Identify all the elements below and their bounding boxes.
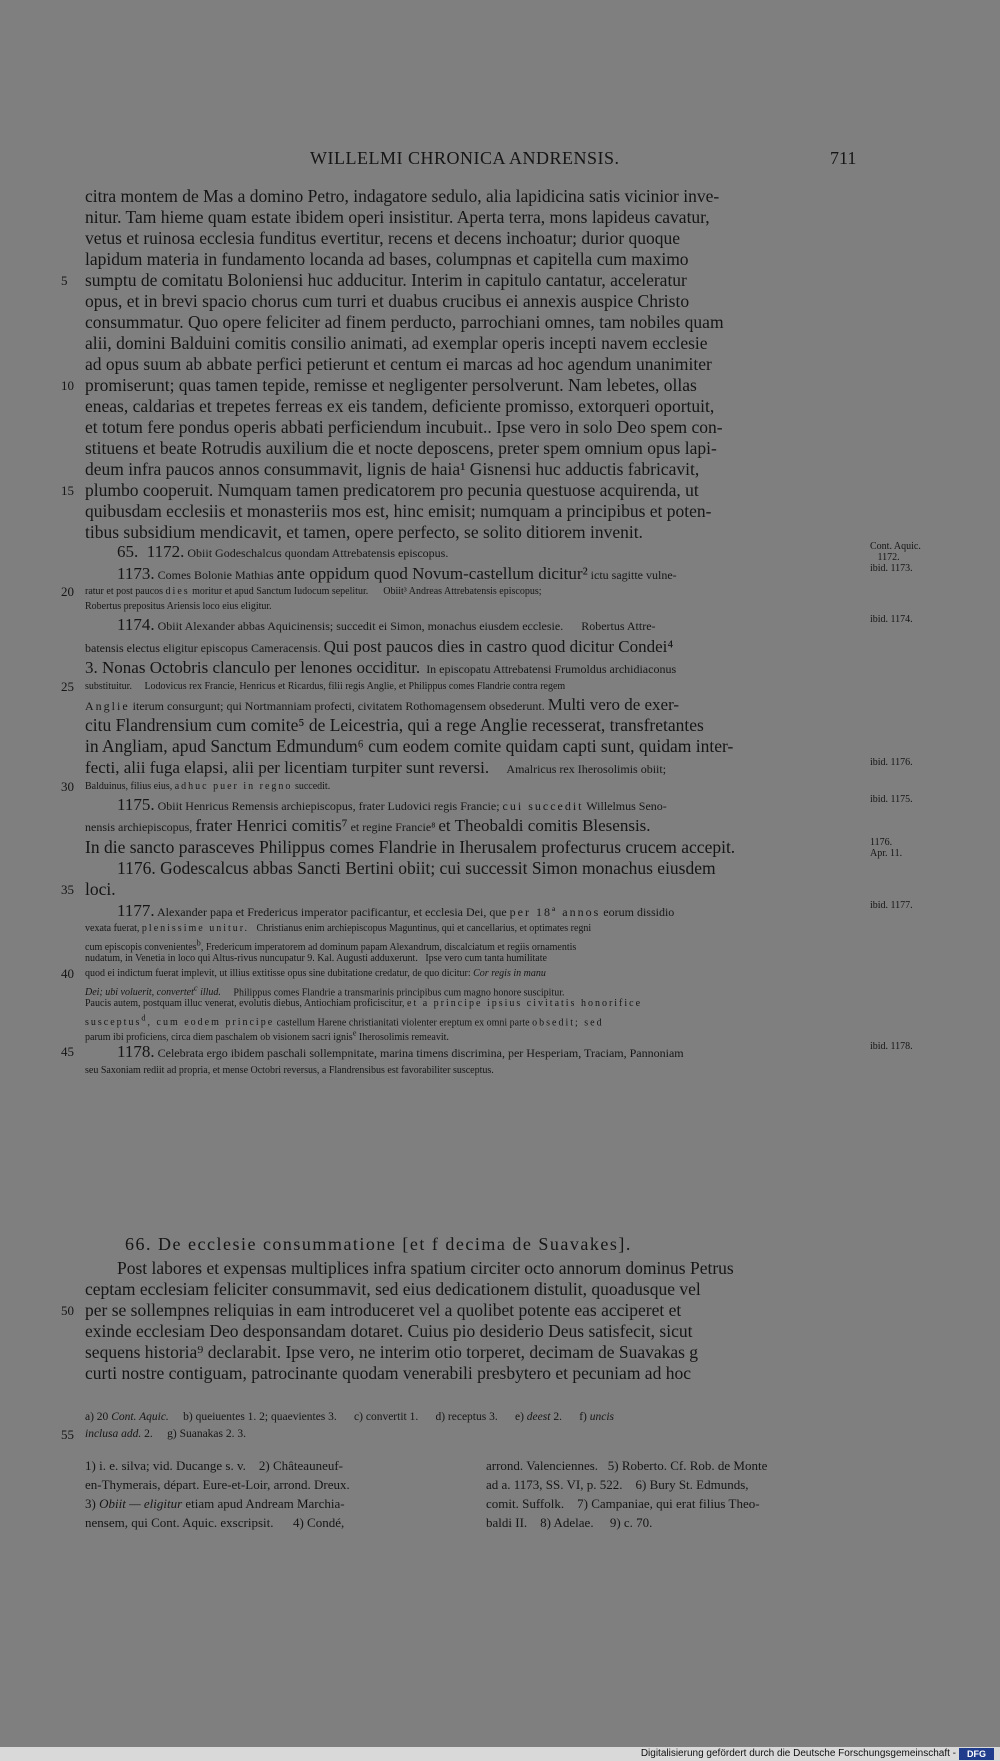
section-text-block bbox=[61, 1258, 865, 1384]
annal-entry bbox=[85, 1011, 865, 1029]
annal-line bbox=[85, 1026, 865, 1044]
line-text: parum ibi proficiens, circa diem paschalem ob visionem sacri ignis$^e$ Iherosolimis remeavit. bbox=[85, 1029, 449, 1044]
annal-line bbox=[85, 815, 865, 837]
annal-entry bbox=[85, 899, 913, 922]
line-number: 35 bbox=[61, 881, 74, 897]
line-text: Robertus prepositus Ariensis loco eius eligitur. bbox=[85, 601, 272, 612]
line-text: quod ei indictum fuerat implevit, ut illius extitisse opus sine dubitatione credatur, de quo dicitur: Cor regis in manu bbox=[85, 968, 546, 979]
annal-line bbox=[61, 584, 865, 599]
annal-entry bbox=[85, 694, 865, 716]
page-number: 711 bbox=[830, 148, 857, 168]
text-line bbox=[85, 522, 865, 543]
text-line bbox=[61, 480, 865, 501]
line-text: substituitur. Lodovicus rex Francie, Henricus et Ricardus, filii regis Anglie, et Philippus comes Flandrie contra regem bbox=[85, 680, 566, 692]
line-text: inclusa add. 2. g) Suanakas 2. 3. bbox=[85, 1428, 246, 1440]
dfg-logo: DFG bbox=[959, 1748, 994, 1760]
text-line bbox=[85, 1279, 865, 1300]
text-line bbox=[85, 1342, 865, 1363]
annal-entry bbox=[85, 736, 865, 757]
annal-line bbox=[85, 736, 865, 757]
line-text: deum infra paucos annos consummavit, lignis de haia¹ Gisnensi huc adductis fabricavit, bbox=[85, 459, 700, 479]
annal-line bbox=[61, 678, 865, 694]
text-line bbox=[85, 207, 865, 228]
footnote-line: 1) i. e. silva; vid. Ducange s. v. 2) Châteauneuf- bbox=[85, 1458, 344, 1473]
text-line bbox=[85, 396, 865, 417]
annal-entry bbox=[85, 1026, 865, 1044]
footnote-line: comit. Suffolk. 7) Campaniae, qui erat filius Theo- bbox=[486, 1496, 760, 1511]
line-text: 1177. Alexander papa et Fredericus imperator pacificantur, et ecclesia Dei, que per 18ª annos eorum dissidio bbox=[117, 900, 675, 920]
annal-line bbox=[85, 951, 865, 966]
text-line bbox=[85, 333, 865, 354]
text-line bbox=[85, 228, 865, 249]
section-heading-block bbox=[85, 1232, 865, 1256]
annal-line bbox=[85, 981, 865, 999]
line-text: nudatum, in Venetia in loco qui Altus-rivus nuncupatur 9. Kal. Augusti adduxerunt. Ipse vero cum tanta humilitate bbox=[85, 953, 547, 964]
line-text: promiserunt; quas tamen tepide, remisse et negligenter persolverunt. Nam lebetes, ollas bbox=[85, 375, 697, 395]
annal-entry bbox=[61, 778, 865, 794]
apparatus-line bbox=[61, 1426, 865, 1443]
annal-entry bbox=[85, 614, 913, 636]
line-text: Anglie iterum consurgunt; qui Nortmanniam profecti, civitatem Rothomagensem obsederunt. Multi vero de exer- bbox=[85, 694, 680, 714]
main-text-block bbox=[61, 186, 865, 543]
line-text: cum episcopis convenientes$^b$, Fredericum imperatorem ad dominum papam Alexandrum, discalciatum et regiis ornamentis bbox=[85, 939, 577, 954]
text-line bbox=[85, 1363, 865, 1384]
line-text: 1178. Celebrata ergo ibidem paschali sollempnitate, marina timens discrimina, per Hesperiam, Traciam, Pannoniam bbox=[117, 1042, 684, 1061]
annal-line bbox=[85, 636, 865, 658]
annal-entry bbox=[61, 584, 865, 599]
line-text: curti nostre contiguam, patrocinante quodam venerabili presbytero et pecuniam ad hoc bbox=[85, 1363, 691, 1383]
line-text: seu Saxoniam rediit ad propria, et mense Octobri reversus, a Flandrensibus est favorabiliter susceptus. bbox=[85, 1064, 494, 1076]
text-line bbox=[61, 270, 865, 291]
line-text: ratur et post paucos dies moritur et apud Sanctum Iudocum sepelitur. Obiit³ Andreas Attrebatensis episcopus; bbox=[85, 586, 542, 597]
line-text: loci. bbox=[85, 878, 116, 899]
text-line bbox=[85, 1258, 865, 1279]
line-text: Paucis autem, postquam illuc venerat, evolutis diebus, Antiochiam proficiscitur, et a principe ipsius civitatis honorifice bbox=[85, 998, 643, 1009]
annal-entry bbox=[85, 657, 865, 679]
annal-entry bbox=[85, 951, 865, 966]
annal-line bbox=[85, 793, 913, 816]
line-text: et totum fere pondus operis abbati perficiendum incubuit.. Ipse vero in solo Deo spem con- bbox=[85, 417, 723, 437]
annal-entry bbox=[85, 836, 903, 859]
annal-line bbox=[61, 778, 865, 794]
line-text: in Angliam, apud Sanctum Edmundum⁶ cum eodem comite quidam capti sunt, quidam inter- bbox=[85, 736, 734, 756]
line-text: tibus subsidium mendicavit, et tamen, opere perfecto, se solito ditiorem invenit. bbox=[85, 522, 643, 542]
marginal-reference: ibid. 1177. bbox=[870, 899, 913, 911]
annal-entry bbox=[85, 757, 913, 779]
line-text: Balduinus, filius eius, adhuc puer in regno succedit. bbox=[85, 780, 331, 792]
digitization-footer bbox=[0, 1747, 1000, 1761]
line-text: alii, domini Balduini comitis consilio animati, ad exemplar operis incepti navem ecclesie bbox=[85, 333, 708, 353]
line-text: exinde ecclesiam Deo desponsandam dotaret. Cuius pio desiderio Deus satisfecit, sicut bbox=[85, 1321, 693, 1341]
line-number: 45 bbox=[61, 1044, 74, 1059]
annal-line bbox=[61, 966, 865, 981]
marginal-reference: ibid. 1176. bbox=[870, 757, 913, 768]
annals-block bbox=[61, 541, 921, 1078]
marginal-reference: 1176. Apr. 11. bbox=[870, 836, 903, 859]
annal-entry bbox=[85, 541, 921, 563]
line-text: opus, et in brevi spacio chorus cum turri et duabus crucibus ei annexis auspice Christo bbox=[85, 291, 690, 311]
annal-entry bbox=[85, 715, 865, 736]
annal-line bbox=[85, 936, 865, 954]
annal-entry bbox=[85, 936, 865, 954]
text-line bbox=[85, 291, 865, 312]
line-number: 5 bbox=[61, 273, 68, 288]
line-text: 1173. Comes Bolonie Mathias ante oppidum quod Novum-castellum dicitur² ictu sagitte vulne- bbox=[117, 563, 677, 583]
line-text: susceptus$^d$, cum eodem principe castellum Harene christianitati violenter ereptum ex omni parte obsedit; sed bbox=[85, 1014, 604, 1029]
footnotes-left-column bbox=[85, 1456, 350, 1532]
line-number: 30 bbox=[61, 778, 74, 794]
text-line bbox=[85, 249, 865, 270]
marginal-reference: Cont. Aquic. 1172. bbox=[870, 541, 921, 563]
line-text: 1176. Godescalcus abbas Sancti Bertini obiit; cui successit Simon monachus eiusdem bbox=[117, 857, 716, 878]
annal-entry bbox=[85, 921, 865, 936]
annal-line bbox=[85, 921, 865, 936]
text-line bbox=[85, 417, 865, 438]
annal-entry bbox=[85, 599, 865, 614]
critical-apparatus bbox=[61, 1409, 865, 1443]
annal-entry bbox=[85, 1063, 865, 1078]
funding-credit: Digitalisierung gefördert durch die Deutsche Forschungsgemeinschaft - bbox=[640, 1748, 956, 1759]
text-line bbox=[85, 459, 865, 480]
annal-line bbox=[85, 562, 913, 585]
page-header bbox=[0, 148, 1000, 178]
annal-line bbox=[85, 657, 865, 679]
annal-entry bbox=[85, 815, 865, 837]
annal-line bbox=[85, 996, 865, 1011]
line-text: vetus et ruinosa ecclesia funditus evertitur, recens et decens inchoatur; durior quoque bbox=[85, 228, 681, 248]
apparatus-line bbox=[85, 1409, 865, 1426]
footnote-line: nensem, qui Cont. Aquic. exscripsit. 4) Condé, bbox=[85, 1515, 345, 1530]
line-text: sumptu de comitatu Boloniensi huc adducitur. Interim in capitulo cantatur, acceleratur bbox=[85, 270, 687, 290]
line-number: 10 bbox=[61, 378, 74, 393]
annal-entry bbox=[61, 966, 865, 981]
annal-line bbox=[61, 878, 865, 900]
line-text: stituens et beate Rotrudis auxilium die et nocte deposcens, preter spem omnium opus lapi- bbox=[85, 438, 717, 458]
text-line bbox=[85, 438, 865, 459]
line-text: 1174. Obiit Alexander abbas Aquicinensis; succedit ei Simon, monachus eiusdem ecclesie. Robertus Attre- bbox=[117, 615, 656, 634]
line-text: quibusdam ecclesiis et monasteriis mos est, hinc emisit; numquam a principibus et poten- bbox=[85, 501, 712, 521]
line-text: a) 20 Cont. Aquic. b) queiuentes 1. 2; quaevientes 3. c) convertit 1. d) receptus 3. e) deest 2. f) uncis bbox=[85, 1411, 615, 1423]
section-heading: 66. De ecclesie consummatione [et f decima de Suavakes]. bbox=[125, 1234, 632, 1254]
text-line bbox=[85, 312, 865, 333]
line-number: 20 bbox=[61, 584, 74, 599]
line-number: 15 bbox=[61, 483, 74, 498]
text-line bbox=[85, 354, 865, 375]
annal-entry bbox=[85, 636, 865, 658]
line-text: eneas, caldarias et trepetes ferreas ex eis tandem, deficiente promisso, extorqueri oportuit, bbox=[85, 396, 715, 416]
marginal-reference: ibid. 1174. bbox=[870, 614, 913, 625]
line-text: nitur. Tam hieme quam estate ibidem operi insistitur. Aperta terra, mons lapideus cavatur, bbox=[85, 207, 710, 227]
line-number: 25 bbox=[61, 678, 74, 694]
footnote-line: en-Thymerais, départ. Eure-et-Loir, arrond. Dreux. bbox=[85, 1477, 350, 1492]
footnotes-right-column bbox=[486, 1456, 767, 1532]
annal-entry bbox=[85, 858, 865, 879]
marginal-reference: ibid. 1178. bbox=[870, 1041, 913, 1052]
line-text: Dei; ubi voluerit, convertet$^c$ illud. Philippus comes Flandrie a transmarinis principibus cum magno honore suscipitur. bbox=[85, 984, 565, 999]
annal-entry bbox=[61, 1041, 913, 1063]
text-line bbox=[85, 501, 865, 522]
line-text: Post labores et expensas multiplices infra spatium circiter octo annorum dominus Petrus bbox=[117, 1258, 734, 1278]
line-number: 40 bbox=[61, 966, 74, 981]
text-line bbox=[61, 375, 865, 396]
annal-line bbox=[85, 858, 865, 879]
annal-line bbox=[85, 614, 913, 636]
line-text: sequens historia⁹ declarabit. Ipse vero, ne interim otio torperet, decimam de Suavakas g bbox=[85, 1342, 699, 1362]
annal-entry bbox=[85, 981, 865, 999]
text-line bbox=[85, 1321, 865, 1342]
annal-line bbox=[85, 599, 865, 614]
line-text: ceptam ecclesiam feliciter consummavit, sed eius dedicationem distulit, quoadusque vel bbox=[85, 1279, 701, 1299]
line-text: batensis electus eligitur episcopus Cameracensis. Qui post paucos dies in castro quod dicitur Condei⁴ bbox=[85, 636, 674, 656]
marginal-reference: ibid. 1173. bbox=[870, 562, 913, 574]
line-number: 50 bbox=[61, 1303, 74, 1318]
line-text: In die sancto parasceves Philippus comes Flandrie in Iherusalem profecturus crucem accepit. bbox=[85, 836, 736, 857]
line-text: 65. 1172. Obiit Godeschalcus quondam Attrebatensis episcopus. bbox=[117, 542, 449, 561]
annal-line bbox=[85, 1063, 865, 1078]
annal-entry bbox=[61, 878, 865, 900]
running-title: WILLELMI CHRONICA ANDRENSIS. bbox=[310, 148, 620, 168]
line-text: citu Flandrensium cum comite⁵ de Leicestria, qui a rege Anglie recesserat, transfretantes bbox=[85, 715, 704, 735]
annal-line bbox=[85, 694, 865, 716]
line-text: consummatur. Quo opere feliciter ad finem perducto, parrochiani omnes, tam nobiles quam bbox=[85, 312, 724, 332]
footnote-line: ad a. 1173, SS. VI, p. 522. 6) Bury St. Edmunds, bbox=[486, 1477, 749, 1492]
line-number: 55 bbox=[61, 1427, 74, 1442]
annal-line bbox=[61, 1041, 913, 1063]
line-text: 3. Nonas Octobris clanculo per lenones occiditur. In episcopatu Attrebatensi Frumoldus archidiaconus bbox=[85, 658, 677, 677]
line-text: lapidum materia in fundamento locanda ad bases, columpnas et capitella cum maximo bbox=[85, 249, 689, 269]
footnote-line: arrond. Valenciennes. 5) Roberto. Cf. Rob. de Monte bbox=[486, 1458, 768, 1473]
line-text: vexata fuerat, plenissime unitur. Christianus enim archiepiscopus Maguntinus, qui et cancellarius, et optimates regni bbox=[85, 923, 592, 934]
line-text: fecti, alii fuga elapsi, alii per licentiam turpiter sunt reversi. Amalricus rex Iherosolimis obiit; bbox=[85, 758, 667, 777]
text-line bbox=[61, 1300, 865, 1321]
annal-line bbox=[85, 715, 865, 736]
footnote-line: baldi II. 8) Adelae. 9) c. 70. bbox=[486, 1515, 653, 1530]
line-text: plumbo cooperuit. Numquam tamen predicatorem pro pecunia questuose acquirenda, ut bbox=[85, 480, 699, 500]
annal-entry bbox=[85, 996, 865, 1011]
annal-line bbox=[85, 899, 913, 922]
line-text: 1175. Obiit Henricus Remensis archiepiscopus, frater Ludovici regis Francie; cui succedit Willelmus Seno- bbox=[117, 794, 667, 814]
annal-entry bbox=[61, 678, 865, 694]
annal-line bbox=[85, 836, 903, 859]
annal-entry bbox=[85, 793, 913, 816]
line-text: nensis archiepiscopus, frater Henrici comitis⁷ et regine Francie⁸ et Theobaldi comitis Blesensis. bbox=[85, 816, 651, 835]
line-text: ad opus suum ab abbate perfici petierunt et centum ei marcas ad hoc agendum unanimiter bbox=[85, 354, 712, 374]
annal-line bbox=[85, 757, 913, 779]
annal-line bbox=[85, 541, 921, 563]
line-text: per se sollempnes reliquias in eam introduceret vel a quolibet potente eas acciperet et bbox=[85, 1300, 682, 1320]
marginal-reference: ibid. 1175. bbox=[870, 793, 913, 805]
annal-entry bbox=[85, 562, 913, 585]
text-line bbox=[85, 186, 865, 207]
annal-line bbox=[85, 1011, 865, 1029]
footnote-line: 3) Obiit — eligitur etiam apud Andream Marchia- bbox=[85, 1496, 345, 1511]
line-text: citra montem de Mas a domino Petro, indagatore sedulo, alia lapidicina satis vicinior inve- bbox=[85, 186, 720, 206]
